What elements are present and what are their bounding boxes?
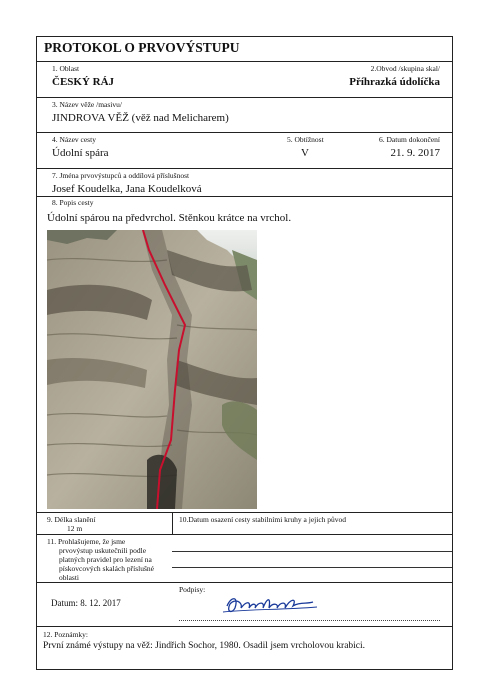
popis-label: 8. Popis cesty: [52, 198, 94, 207]
row-slaneni: [37, 512, 452, 535]
obtiznost-label: 5. Obtížnost: [287, 135, 324, 144]
oblast-value: ČESKÝ RÁJ: [52, 76, 115, 88]
route-photo: [47, 230, 257, 509]
divider-slaneni: [172, 512, 173, 534]
kruhy-line-1: [172, 551, 452, 552]
vez-value: JINDROVA VĚŽ (věž nad Melicharem): [52, 112, 229, 124]
datum-text: Datum: 8. 12. 2017: [51, 598, 121, 608]
vez-label: 3. Název věže /masivu/: [52, 100, 122, 109]
prohlaseni-line-3: platných pravidel pro lezení na: [59, 555, 152, 564]
prohlaseni-line-2: prvovýstup uskutečnili podle: [59, 546, 147, 555]
cesta-value: Údolní spára: [52, 147, 109, 159]
prvovystupci-value: Josef Koudelka, Jana Koudelková: [52, 183, 202, 195]
row-prvovystupci: [37, 168, 452, 199]
prohlaseni-line-5: oblasti: [59, 573, 79, 582]
datum-dokonceni-value: 21. 9. 2017: [390, 147, 440, 159]
cesta-label: 4. Název cesty: [52, 135, 96, 144]
rock-photo-illustration: [47, 230, 257, 509]
obvod-value: Příhrazká údolíčka: [349, 76, 440, 88]
oblast-label: 1. Oblast: [52, 64, 80, 73]
popis-value: Údolní spárou na předvrchol. Stěnkou krátce na vrchol.: [47, 212, 292, 224]
row-prohlaseni: [37, 534, 452, 583]
poznamky-value: První známé výstupy na věž: Jindřich Sochor, 1980. Osadil jsem vrcholovou krabici.: [43, 641, 366, 651]
podpisy-label: Podpisy:: [179, 585, 206, 594]
row-cesta: [37, 132, 452, 169]
datum-dokonceni-label: 6. Datum dokončení: [378, 135, 440, 144]
slaneni-label: 9. Délka slanění: [47, 515, 96, 524]
prohlaseni-line-4: pískovcových skalách příslušné: [59, 564, 154, 573]
obtiznost-value: V: [301, 147, 309, 159]
row-vez: [37, 97, 452, 134]
signature-line: [179, 620, 440, 621]
poznamky-label: 12. Poznámky:: [43, 630, 88, 639]
protocol-form: [36, 36, 453, 670]
kruhy-label: 10.Datum osazení cesty stabilními kruhy a jejich původ: [179, 515, 347, 524]
row-oblast: [37, 61, 452, 100]
form-title: PROTOKOL O PRVOVÝSTUPU: [44, 40, 240, 55]
prohlaseni-line-1: 11. Prohlašujeme, že jsme: [47, 537, 126, 546]
row-poznamky: [37, 626, 452, 672]
signature-image: [221, 592, 321, 616]
obvod-label: 2.Obvod /skupina skal/: [370, 64, 440, 73]
kruhy-line-2: [172, 567, 452, 568]
slaneni-value: 12 m: [67, 524, 83, 533]
prvovystupci-label: 7. Jména prvovýstupců a oddílová příslušnost: [52, 171, 190, 180]
